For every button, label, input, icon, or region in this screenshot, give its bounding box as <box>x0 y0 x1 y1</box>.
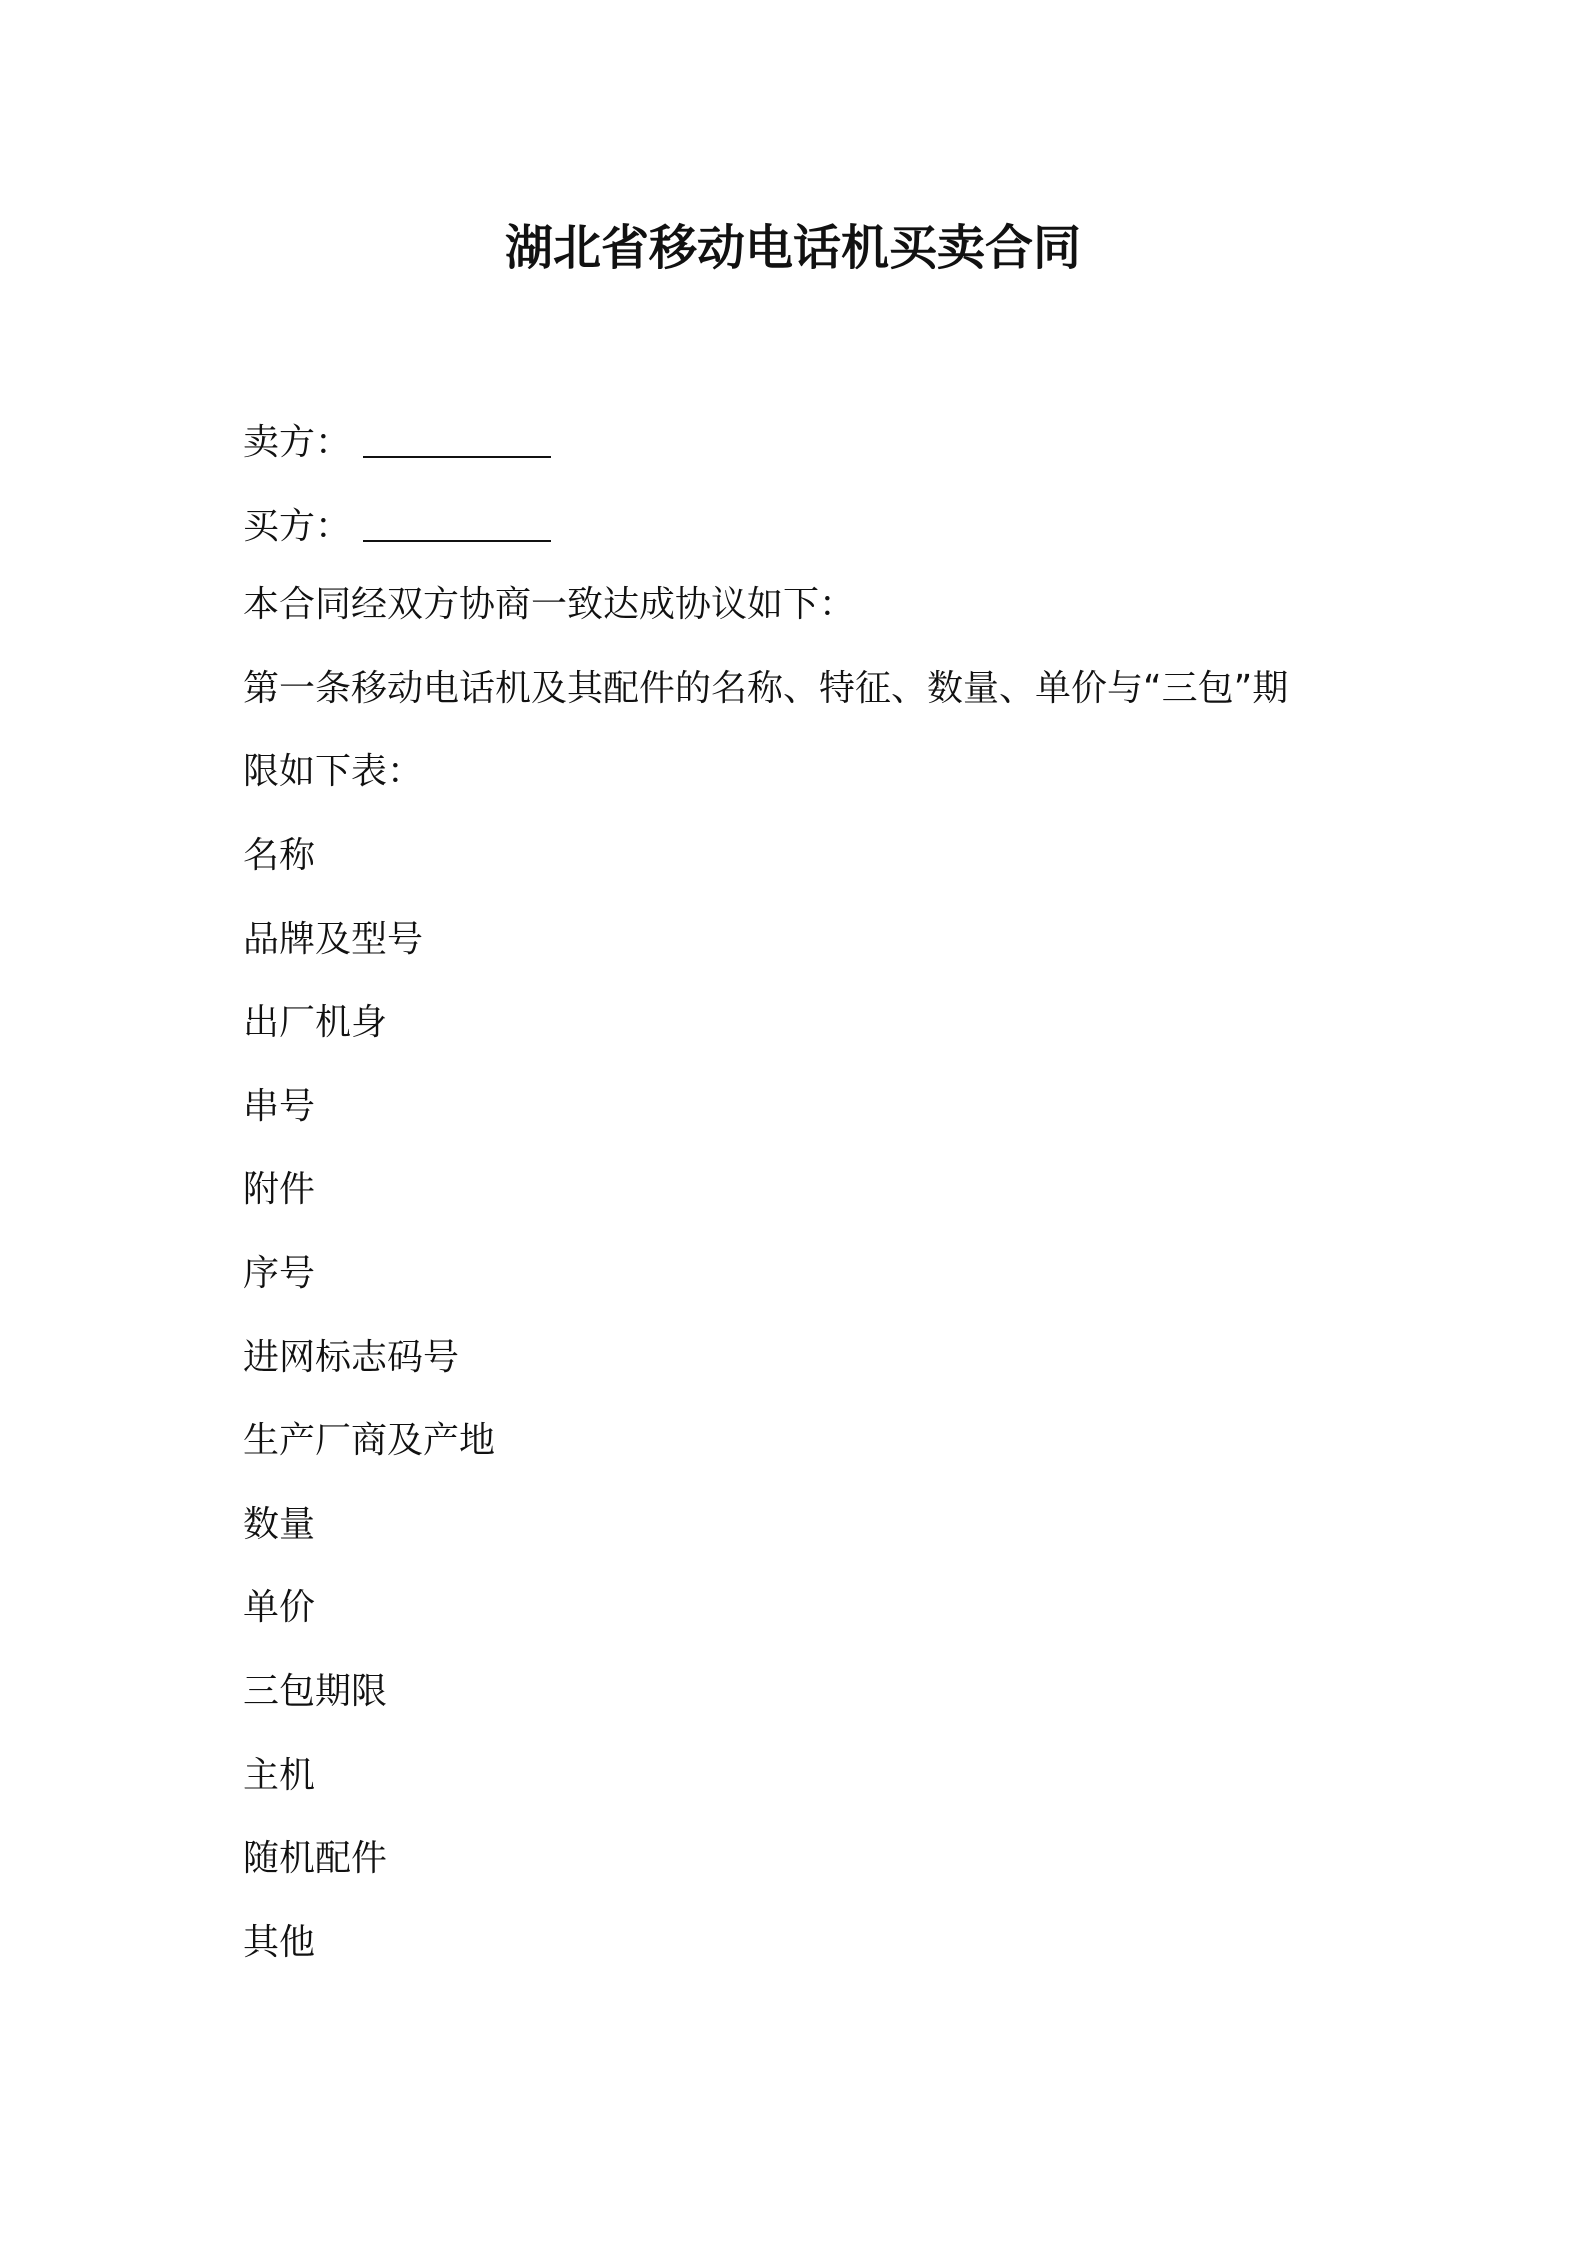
seller-line <box>243 408 1353 492</box>
table-item: 出厂机身 <box>243 1002 388 1044</box>
table-item: 串号 <box>243 1085 316 1127</box>
table-item: 主机 <box>243 1754 316 1796</box>
table-item: 进网标志码号 <box>243 1336 460 1378</box>
table-item: 序号 <box>243 1252 316 1294</box>
table-item: 生产厂商及产地 <box>243 1420 496 1462</box>
table-item: 随机配件 <box>243 1838 388 1880</box>
table-item: 附件 <box>243 1169 316 1211</box>
table-item: 名称 <box>243 834 316 876</box>
buyer-label: 买方： <box>243 505 352 547</box>
table-item: 三包期限 <box>243 1670 388 1712</box>
article-1-line-1: 第一条移动电话机及其配件的名称、特征、数量、单价与“三包”期 <box>243 667 1289 709</box>
table-item: 单价 <box>243 1587 316 1629</box>
buyer-line <box>243 492 1353 576</box>
intro-paragraph: 本合同经双方协商一致达成协议如下： <box>243 584 856 626</box>
seller-blank <box>363 412 551 458</box>
buyer-blank <box>363 496 551 542</box>
page-title: 湖北省移动电话机买卖合同 <box>504 220 1081 276</box>
table-item: 其他 <box>243 1921 316 1963</box>
article-1-line-2: 限如下表： <box>243 751 424 793</box>
table-item: 数量 <box>243 1503 316 1545</box>
seller-label: 卖方： <box>243 422 352 463</box>
table-item: 品牌及型号 <box>243 918 424 960</box>
document-body <box>243 408 1353 1996</box>
